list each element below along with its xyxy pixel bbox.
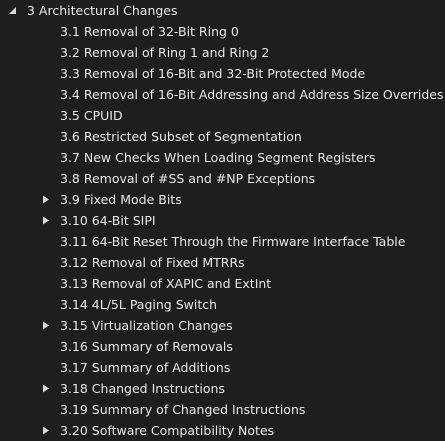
collapsed-triangle-icon[interactable] [42,315,52,336]
outline-item[interactable] [0,147,445,168]
outline-item-label: 3.17 Summary of Additions [60,360,231,375]
outline-item-label: 3.19 Summary of Changed Instructions [60,402,306,417]
outline-item-label: 3.12 Removal of Fixed MTRRs [60,255,245,270]
outline-item[interactable] [0,294,445,315]
collapsed-triangle-icon[interactable] [42,189,52,210]
outline-item-label: 3.5 CPUID [60,108,123,123]
outline-item-root[interactable] [0,0,445,21]
outline-item[interactable] [0,357,445,378]
outline-item-label: 3.15 Virtualization Changes [60,318,233,333]
outline-item[interactable] [0,126,445,147]
outline-item-label: 3.7 New Checks When Loading Segment Registers [60,150,376,165]
outline-item-label: 3.4 Removal of 16-Bit Addressing and Address Size Overrides [60,87,444,102]
outline-item[interactable] [0,252,445,273]
outline-item-label: 3.3 Removal of 16-Bit and 32-Bit Protected Mode [60,66,366,81]
outline-item-label: 3.1 Removal of 32-Bit Ring 0 [60,24,239,39]
outline-item[interactable] [0,315,445,336]
outline-item[interactable] [0,168,445,189]
outline-item[interactable] [0,105,445,126]
collapsed-triangle-icon[interactable] [42,210,52,231]
outline-item-label: 3.10 64-Bit SIPI [60,213,156,228]
outline-item[interactable] [0,378,445,399]
outline-item[interactable] [0,189,445,210]
outline-item-label: 3.16 Summary of Removals [60,339,233,354]
outline-item-label: 3.18 Changed Instructions [60,381,225,396]
collapsed-triangle-icon[interactable] [42,420,52,441]
outline-item-label: 3.2 Removal of Ring 1 and Ring 2 [60,45,270,60]
outline-item[interactable] [0,420,445,441]
outline-item[interactable] [0,42,445,63]
outline-item[interactable] [0,63,445,84]
outline-item[interactable] [0,273,445,294]
outline-item[interactable] [0,84,445,105]
outline-item-label: 3.11 64-Bit Reset Through the Firmware Interface Table [60,234,406,249]
expanded-triangle-icon[interactable] [8,0,18,21]
outline-item[interactable] [0,336,445,357]
outline-item-label: 3.13 Removal of XAPIC and ExtInt [60,276,272,291]
outline-item-label: 3.20 Software Compatibility Notes [60,423,275,438]
outline-item[interactable] [0,399,445,420]
outline-item-label: 3 Architectural Changes [27,3,178,18]
outline-item[interactable] [0,231,445,252]
outline-item-label: 3.6 Restricted Subset of Segmentation [60,129,302,144]
outline-item-label: 3.14 4L/5L Paging Switch [60,297,218,312]
outline-item[interactable] [0,21,445,42]
outline-item-label: 3.9 Fixed Mode Bits [60,192,182,207]
outline-item[interactable] [0,210,445,231]
outline-item-label: 3.8 Removal of #SS and #NP Exceptions [60,171,316,186]
collapsed-triangle-icon[interactable] [42,378,52,399]
